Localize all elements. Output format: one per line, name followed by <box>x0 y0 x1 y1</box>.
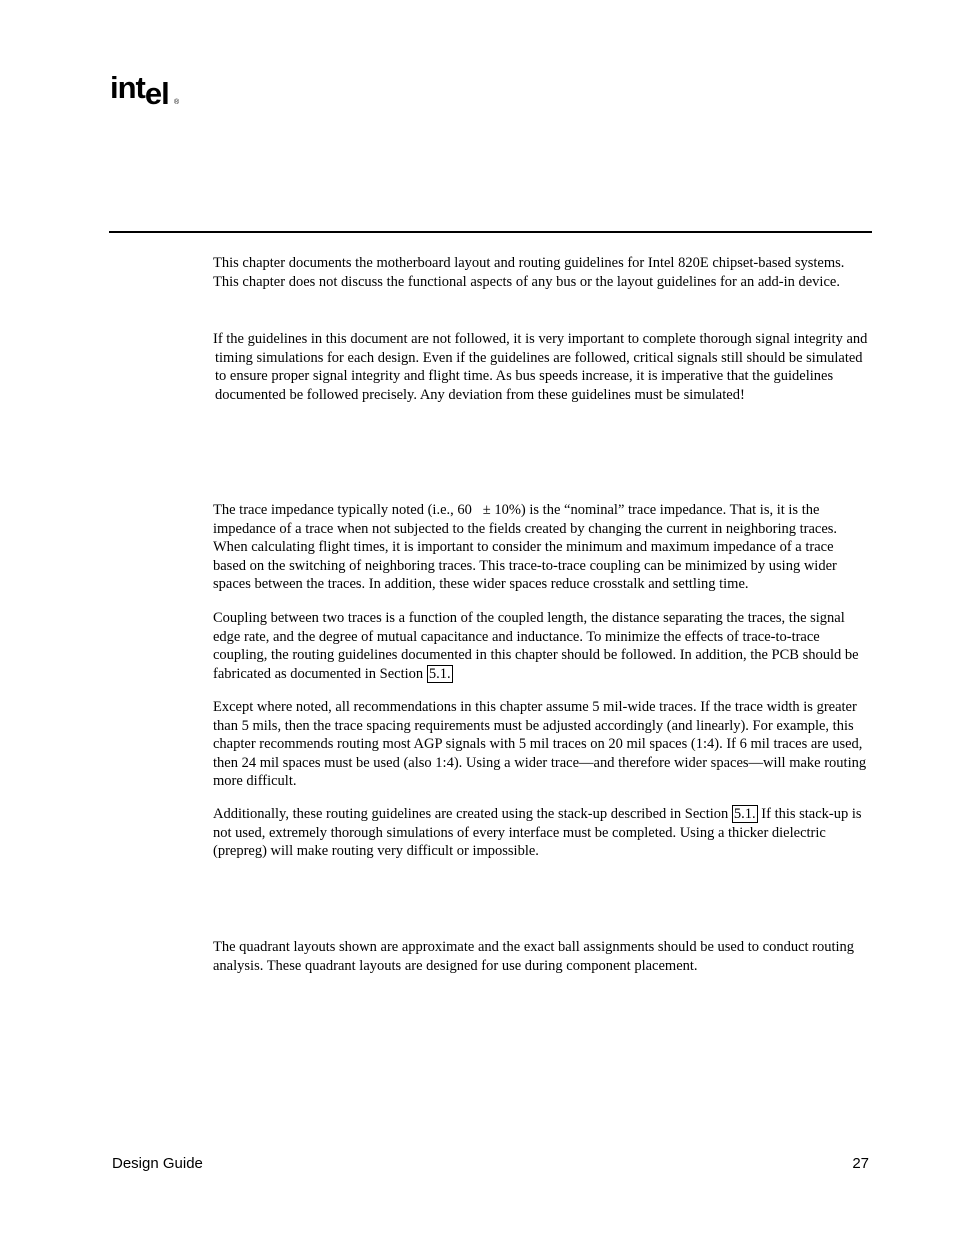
logo-text-b: el <box>144 76 169 111</box>
intel-logo <box>110 70 180 111</box>
stackup-text-a: Additionally, these routing guidelines are created using the stack-up described in Section <box>213 806 732 822</box>
coupling-text: Coupling between two traces is a function of the coupled length, the distance separating the traces, the signal edge rate, and the degree of mutual capacitance and inductance. To minimize the effects of trace-to-trace coupling, the routing guidelines documented in this chapter should be followed. In addition, the PCB should be fabricated as documented in Section <box>213 610 859 682</box>
footer-title: Design Guide <box>112 1155 203 1172</box>
page-number: 27 <box>852 1155 869 1172</box>
paragraph-quadrant-layouts: The quadrant layouts shown are approximate and the exact ball assignments should be used to conduct routing analysis. These quadrant layouts are designed for use during component placement. <box>213 939 855 974</box>
paragraph-intro: This chapter documents the motherboard layout and routing guidelines for Intel 820E chipset-based systems. This chapter does not discuss the functional aspects of any bus or the layout guidelines for an add-in device. <box>213 255 845 290</box>
section-link-5-1-stackup[interactable]: 5.1. <box>733 806 756 822</box>
stackup-text-b: If this stack-up is not used, extremely thorough simulations of every interface must be completed. Using a thicker dielectric (prepreg) will make routing very difficult or impossible. <box>213 806 862 859</box>
paragraph-simulation-warning: If the guidelines in this document are not followed, it is very important to complete thorough signal integrity and timing simulations for each design. Even if the guidelines are followed, critical signals still should be simulated to ensure proper signal integrity and flight time. As bus speeds increase, it is imperative that the guidelines documented be followed precisely. Any deviation from these guidelines must be simulated! <box>213 331 868 403</box>
paragraph-coupling <box>213 609 869 683</box>
paragraph-trace-width: Except where noted, all recommendations in this chapter assume 5 mil-wide traces. If the trace width is greater than 5 mils, then the trace spacing requirements must be adjusted accordingly (and linearly). For example, this chapter recommends routing most AGP signals with 5 mil traces on 20 mil spaces (1:4). If 6 mil traces are used, then 24 mil spaces must be used (also 1:4). Using a wider trace—and therefore wider spaces—will make routing more difficult. <box>213 699 867 789</box>
paragraph-stackup <box>213 805 869 861</box>
section-link-5-1[interactable]: 5.1. <box>428 665 451 682</box>
registered-mark: ® <box>174 99 180 106</box>
logo-text-a: int <box>110 70 145 105</box>
paragraph-trace-impedance: The trace impedance typically noted (i.e., 60 ± 10%) is the “nominal” trace impedance. That is, it is the impedance of a trace when not subjected to the fields created by changing the current in neighboring traces. When calculating flight times, it is important to consider the minimum and maximum impedance of a trace based on the switching of neighboring traces. This trace-to-trace coupling can be minimized by using wider spaces between the traces. In addition, these wider spaces reduce crosstalk and settling time. <box>213 502 838 592</box>
header-rule <box>109 231 872 233</box>
